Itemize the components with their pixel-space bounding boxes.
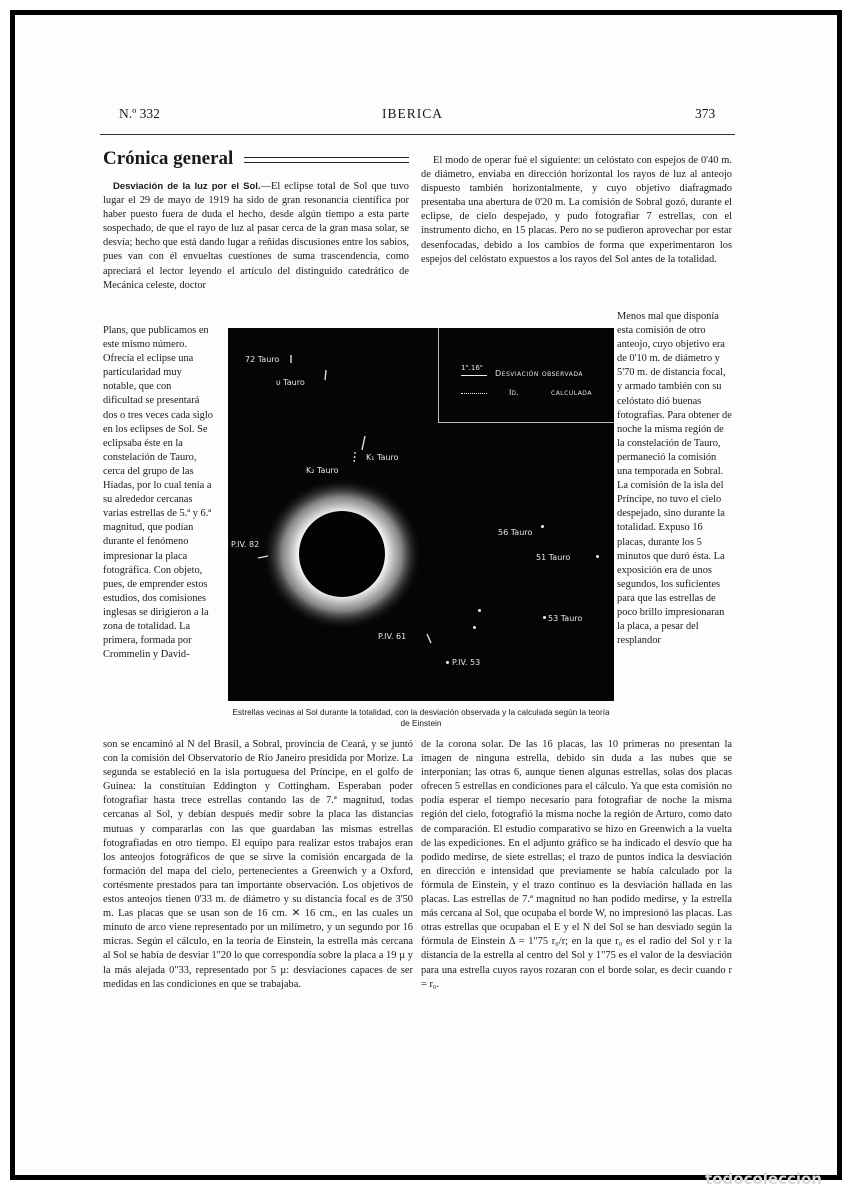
section-title: Crónica general: [103, 148, 234, 169]
right-column-narrow: Menos mal que disponía esta comisión de otro anteojo, cuyo objetivo era de 0'10 m. de diámetro y 5'70 m. de distancia focal, y armado también con su celóstato dió buenas fotografías. Para obtener de noche la misma región de la constelación de Tauro, permaneció la comisión una temporada en Sobral. La comisión de la isla del Príncipe, no tuvo el cielo despejado, sino durante la totalidad. Expuso 16 placas, durante los 5 minutos que duró ésta. La exposición era de unos segundos, los suficientes para que las estrellas de poco brillo impresionaran la placa, a pesar del resplandor: [617, 311, 732, 647]
star-label-k2-tauro: K₂ Tauro: [306, 466, 339, 475]
title-rule-bottom: [244, 162, 409, 163]
star-label-piv-53: P.IV. 53: [452, 658, 481, 667]
legend-scale: 1".16": [461, 364, 484, 372]
intro-text: —El eclipse total de Sol que tuvo lugar el 29 de mayo de 1919 ha sido de gran resonancia científica por haber puesto fuera de duda el hecho, desde algún tiempo a esta parte sospechado, de que el rayo de luz al pasar cerca de la gran masa solar, se desvía; hecho que está dando lugar a reñidas discusiones entre los sabios, pues van con él envueltas cuestiones de suma trascendencia, como apreciará el lector leyendo el artículo del distinguido catedrático de Mecánica celeste, doctor: [103, 181, 409, 291]
solid-line-icon: [461, 375, 487, 376]
issue-number: N.º 332: [119, 106, 160, 121]
dotted-line-icon: [461, 393, 487, 394]
deviation-mark: [427, 634, 431, 643]
star-label-k1-tauro: K₁ Tauro: [366, 453, 399, 462]
deviation-mark: [325, 370, 326, 380]
article-lead: Desviación de la luz por el Sol.: [113, 181, 261, 192]
star-label-56-tauro: 56 Tauro: [498, 528, 533, 537]
title-rule-top: [244, 157, 409, 158]
header-rule: [100, 134, 735, 135]
star-label-piv-82: P.IV. 82: [231, 540, 260, 549]
watermark-logo: todocoleccion: [705, 1170, 822, 1188]
star-label-53-tauro: 53 Tauro: [548, 614, 583, 623]
deviation-mark: [362, 436, 365, 450]
right-column-top: El modo de operar fué el siguiente: un celóstato con espejos de 0'40 m. de diámetro, enviaba en dirección horizontal los rayos de luz al anteojo dispuesto también horizontalmente, y cuyo objetivo diafragmado presentaba una abertura de 0'20 m. La comisión de Sobral gozó, durante el eclipse, de cielo despejado, y pudo fotografiar 7 estrellas, con el instrumento dicho, en 15 placas. Pero no se pudieron aprovechar por estar desenfocadas, debido a los cambios de forma que experimentaron los espejos del celóstato expuestos a los rayos del Sol antes de la totalidad.: [421, 155, 732, 265]
right-column-bottom: de la corona solar. De las 16 placas, las 10 primeras no presentan la imagen de ninguna estrella, debido sin duda a las nubes que se interponían; las otras 6, aunque tienen algunas estrellas, solas dos placas ofrecen 5 estrellas en condiciones para el cálculo. Ya que esta comisión no podía esperar el tiempo necesario para fotografiar de noche la misma región del cielo, fotografió la misma noche la región de Arturo, como dato de comparación. El estudio comparativo se hizo en Greenwich a la vuelta de las expediciones. En el adjunto gráfico se ha indicado el desvío que ha podido medirse, de siete estrellas; el trazo de puntos indica la desviación en dirección e intensidad que previamente se había calculado por la fórmula de Einstein, y el trazo continuo es la desviación hallada en las placas. Las estrellas de 7.ª magnitud no han podido medirse, y la estrella más cercana al Sol, que ocupaba el borde W, no impresionó las placas. Las otras estrellas que ocupaban el E y el N del Sol se han desviado según la fórmula de Einstein Δ = 1"75 r₀/r; en la que r₀ es el radio del Sol y r la distancia de la estrella al centro del Sol y 1"75 es el valor de la desviación para una estrella cuyos rayos rozaran con el borde solar, es decir cuando r = r₀.: [421, 739, 732, 990]
eclipse-photograph: [228, 328, 614, 701]
legend-id: Id.: [509, 388, 519, 397]
star-56-tauro: [541, 525, 544, 528]
star-51-tauro: [596, 555, 599, 558]
star-piv-53: [446, 661, 449, 664]
legend-observed: Desviación observada: [495, 369, 583, 378]
star-unlabeled: [473, 626, 476, 629]
left-column-narrow: Plans, que publicamos en este mismo número. Ofrecía el eclipse una particularidad muy notable, que con dificultad se presentará dos o tres veces cada siglo en los eclipses de Sol. Se eclipsaba éste en la constelación de Tauro, cerca del grupo de las Híadas, por lo cual tenía a su alrededor cercanas varias estrellas de 5.ª y 6.ª magnitud, que podían durante el fenómeno impresionar la placa fotográfica. Con objeto, pues, de emprender estos estudios, dos comisiones inglesas se dirigieron a la zona de totalidad. La primera, formada por Crommelin y David-: [103, 325, 213, 661]
page-number: 373: [695, 106, 716, 121]
figure-caption: Estrellas vecinas al Sol durante la totalidad, con la desviación observada y la calculada según la teoría de Einstein: [232, 707, 610, 728]
star-53-tauro: [543, 616, 546, 619]
star-label-upsilon-tauro: υ Tauro: [276, 378, 305, 387]
star-label-72-tauro: 72 Tauro: [245, 355, 280, 364]
moon-disc: [299, 511, 385, 597]
star-unlabeled: [478, 609, 481, 612]
legend-calculated: calculada: [551, 388, 592, 397]
left-column-intro: [103, 180, 409, 324]
deviation-legend: [438, 328, 614, 423]
magazine-name: IBERICA: [382, 106, 443, 121]
left-column-bottom: son se encaminó al N del Brasil, a Sobral, provincia de Ceará, y se juntó con la comisión del Observatorio de Río Janeiro presidida por Morize. La segunda se estableció en la isla portuguesa del Príncipe, en el golfo de Guinea: la constituían Eddington y Cottingham. Esperaban poder fotografiar hasta trece estrellas contando las de 7.ª magnitud, todas cercanas al Sol, y debían después medir sobre la placa las distancias mutuas y compararlas con las que guardaban las mismas estrellas fotografiadas en otro tiempo. El equipo para realizar estos trabajos eran los anteojos fotográficos de que se sirve la comisión encargada de la formación del mapa del cielo, pertenecientes a Greenwich y a Oxford, cortésmente prestados para tan importante observación. Los objetivos de estos anteojos tienen 0'33 m. de diámetro y su distancia focal es de 3'50 m. Las placas que se usan son de 16 cm. ✕ 16 cm., en las cuales un minuto de arco viene representado por un milímetro, y un segundo por 16 micras. Según el cálculo, en la teoría de Einstein, la estrella más cercana al Sol se había de desviar 1"20 lo que correspondía sobre la placa a 19 µ y la más alejada 0"33, representado por 5 µ: desviaciones capaces de ser medidas en las condiciones en que se trabajaba.: [103, 739, 413, 990]
star-label-51-tauro: 51 Tauro: [536, 553, 571, 562]
deviation-mark: [354, 452, 355, 464]
star-label-piv-61: P.IV. 61: [378, 632, 407, 641]
